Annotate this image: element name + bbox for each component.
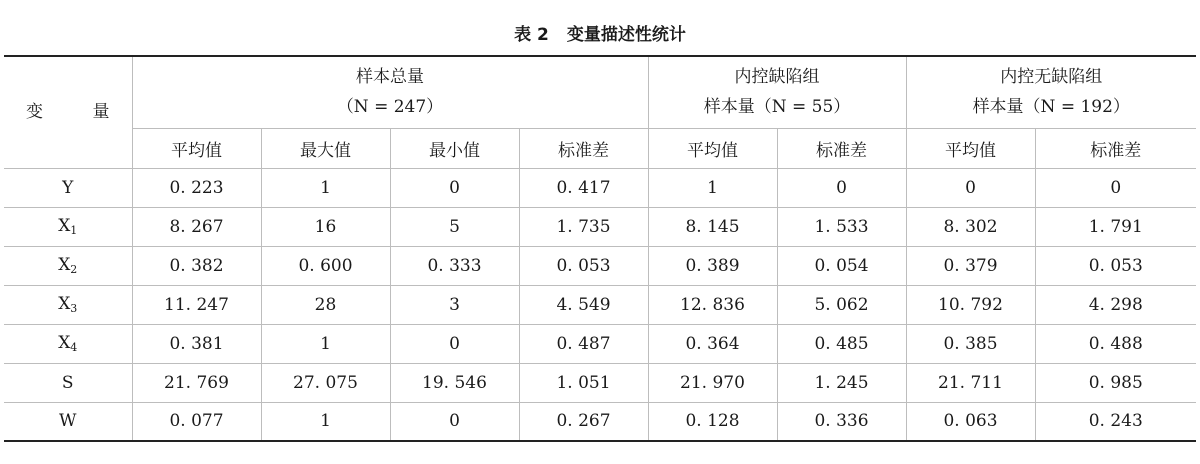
column-header: 最大值	[261, 128, 390, 168]
value-cell: 1. 245	[777, 363, 906, 402]
table-row	[4, 168, 1196, 207]
value-cell: 4. 298	[1035, 285, 1196, 324]
variable-subscript: 4	[70, 341, 78, 354]
value-cell: 4. 549	[519, 285, 648, 324]
table-row	[4, 363, 1196, 402]
table-caption	[0, 20, 1200, 45]
table-number: 表 2	[514, 25, 549, 45]
value-cell: 0. 336	[777, 402, 906, 441]
value-cell: 21. 711	[906, 363, 1035, 402]
value-cell: 0. 381	[132, 324, 261, 363]
variable-subscript: 2	[70, 263, 78, 276]
column-header: 标准差	[1035, 128, 1196, 168]
table-row	[4, 402, 1196, 441]
value-cell: 0. 267	[519, 402, 648, 441]
value-cell: 21. 970	[648, 363, 777, 402]
group-title: 内控无缺陷组	[1000, 67, 1103, 88]
group-title: 样本总量	[356, 67, 424, 88]
value-cell: 0. 600	[261, 246, 390, 285]
table-title: 变量描述性统计	[566, 25, 686, 45]
value-cell: 0. 379	[906, 246, 1035, 285]
value-cell: 16	[261, 207, 390, 246]
variable-cell	[4, 363, 132, 402]
value-cell: 27. 075	[261, 363, 390, 402]
column-header: 标准差	[777, 128, 906, 168]
value-cell: 0. 077	[132, 402, 261, 441]
value-cell: 21. 769	[132, 363, 261, 402]
variable-cell	[4, 402, 132, 441]
value-cell: 0. 485	[777, 324, 906, 363]
variable-name: X	[58, 255, 71, 275]
value-cell: 1	[261, 402, 390, 441]
value-cell: 1	[261, 168, 390, 207]
column-header: 平均值	[906, 128, 1035, 168]
value-cell: 0. 385	[906, 324, 1035, 363]
variable-name: Y	[62, 177, 74, 198]
group-sample-size: 样本量（N = 192）	[972, 97, 1130, 118]
value-cell: 10. 792	[906, 285, 1035, 324]
value-cell: 0. 243	[1035, 402, 1196, 441]
value-cell: 0. 054	[777, 246, 906, 285]
group-header-no-defect	[906, 56, 1196, 128]
column-header: 平均值	[648, 128, 777, 168]
table-row	[4, 246, 1196, 285]
value-cell: 5	[390, 207, 519, 246]
group-header-total	[132, 56, 648, 128]
value-cell: 8. 267	[132, 207, 261, 246]
value-cell: 1. 791	[1035, 207, 1196, 246]
value-cell: 0. 487	[519, 324, 648, 363]
variable-cell	[4, 168, 132, 207]
group-sample-size: （N = 247）	[336, 97, 444, 118]
value-cell: 0. 053	[519, 246, 648, 285]
value-cell: 0. 063	[906, 402, 1035, 441]
variable-subscript: 3	[70, 302, 78, 315]
value-cell: 1	[261, 324, 390, 363]
value-cell: 0	[1035, 168, 1196, 207]
value-cell: 0. 223	[132, 168, 261, 207]
value-cell: 19. 546	[390, 363, 519, 402]
value-cell: 0. 333	[390, 246, 519, 285]
value-cell: 0. 128	[648, 402, 777, 441]
variable-subscript: 1	[70, 224, 78, 237]
group-header-row	[4, 56, 1196, 128]
value-cell: 0. 488	[1035, 324, 1196, 363]
value-cell: 1. 735	[519, 207, 648, 246]
variable-cell	[4, 246, 132, 285]
value-cell: 0. 382	[132, 246, 261, 285]
value-cell: 1. 533	[777, 207, 906, 246]
variable-name: W	[59, 411, 77, 432]
value-cell: 0	[906, 168, 1035, 207]
value-cell: 0. 364	[648, 324, 777, 363]
value-cell: 8. 145	[648, 207, 777, 246]
column-header: 标准差	[519, 128, 648, 168]
value-cell: 0. 417	[519, 168, 648, 207]
value-cell: 0	[777, 168, 906, 207]
column-header: 最小值	[390, 128, 519, 168]
variable-cell	[4, 207, 132, 246]
variable-name: X	[58, 216, 71, 236]
value-cell: 0. 389	[648, 246, 777, 285]
value-cell: 1. 051	[519, 363, 648, 402]
variable-header: 变 量	[4, 56, 132, 168]
value-cell: 1	[648, 168, 777, 207]
variable-name: X	[58, 333, 71, 353]
value-cell: 0	[390, 168, 519, 207]
table-row	[4, 285, 1196, 324]
descriptive-statistics-table	[4, 55, 1196, 442]
column-header: 平均值	[132, 128, 261, 168]
value-cell: 0. 053	[1035, 246, 1196, 285]
group-title: 内控缺陷组	[734, 67, 820, 88]
table-row	[4, 207, 1196, 246]
value-cell: 5. 062	[777, 285, 906, 324]
value-cell: 12. 836	[648, 285, 777, 324]
group-header-defect	[648, 56, 906, 128]
value-cell: 0	[390, 402, 519, 441]
value-cell: 28	[261, 285, 390, 324]
group-sample-size: 样本量（N = 55）	[703, 97, 851, 118]
variable-cell	[4, 324, 132, 363]
variable-name: X	[58, 294, 71, 314]
value-cell: 0. 985	[1035, 363, 1196, 402]
column-header-row	[4, 128, 1196, 168]
variable-name: S	[61, 372, 74, 393]
table-row	[4, 324, 1196, 363]
value-cell: 11. 247	[132, 285, 261, 324]
value-cell: 3	[390, 285, 519, 324]
value-cell: 0	[390, 324, 519, 363]
value-cell: 8. 302	[906, 207, 1035, 246]
variable-cell	[4, 285, 132, 324]
